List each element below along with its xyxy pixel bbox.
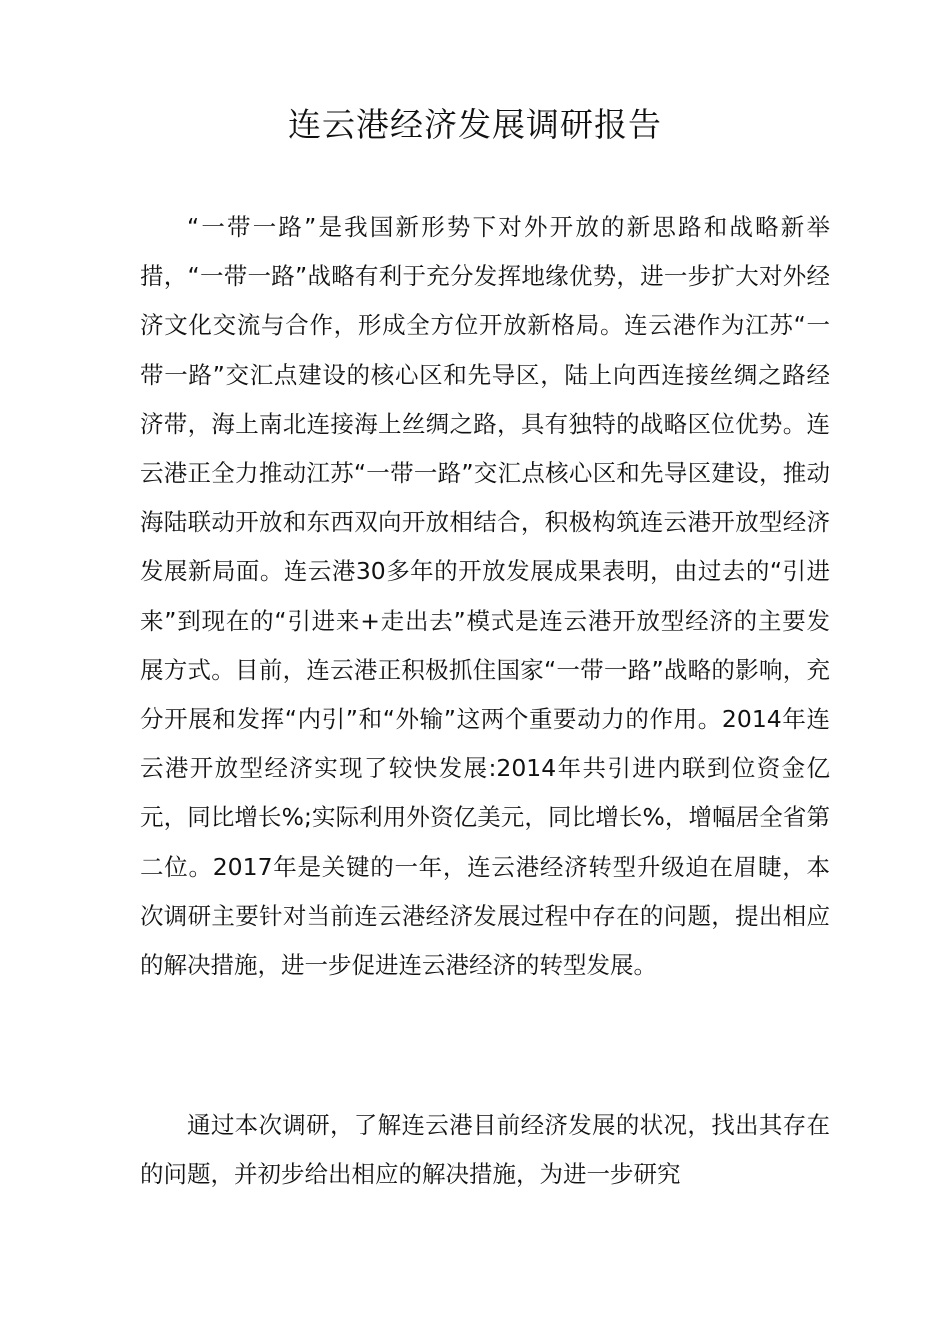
paragraph-intro: “一带一路”是我国新形势下对外开放的新思路和战略新举措，“一带一路”战略有利于充分发挥地缘优势，进一步扩大对外经济文化交流与合作，形成全方位开放新格局。连云港作为江苏“一带一路”交汇点建设的核心区和先导区，陆上向西连接丝绸之路经济带，海上南北连接海上丝绸之路，具有独特的战略区位优势。连云港正全力推动江苏“一带一路”交汇点核心区和先导区建设，推动海陆联动开放和东西双向开放相结合，积极构筑连云港开放型经济发展新局面。连云港30多年的开放发展成果表明，由过去的“引进来”到现在的“引进来+走出去”模式是连云港开放型经济的主要发展方式。目前，连云港正积极抓住国家“一带一路”战略的影响，充分开展和发挥“内引”和“外输”这两个重要动力的作用。2014年连云港开放型经济实现了较快发展:2014年共引进内联到位资金亿元，同比增长%;实际利用外资亿美元，同比增长%，增幅居全省第二位。2017年是关键的一年，连云港经济转型升级迫在眉睫，本次调研主要针对当前连云港经济发展过程中存在的问题，提出相应的解决措施，进一步促进连云港经济的转型发展。 [140, 213, 830, 980]
document-title: 连云港经济发展调研报告 [288, 105, 662, 144]
paragraph-purpose: 通过本次调研，了解连云港目前经济发展的状况，找出其存在的问题，并初步给出相应的解决措施，为进一步研究 [140, 1111, 830, 1189]
